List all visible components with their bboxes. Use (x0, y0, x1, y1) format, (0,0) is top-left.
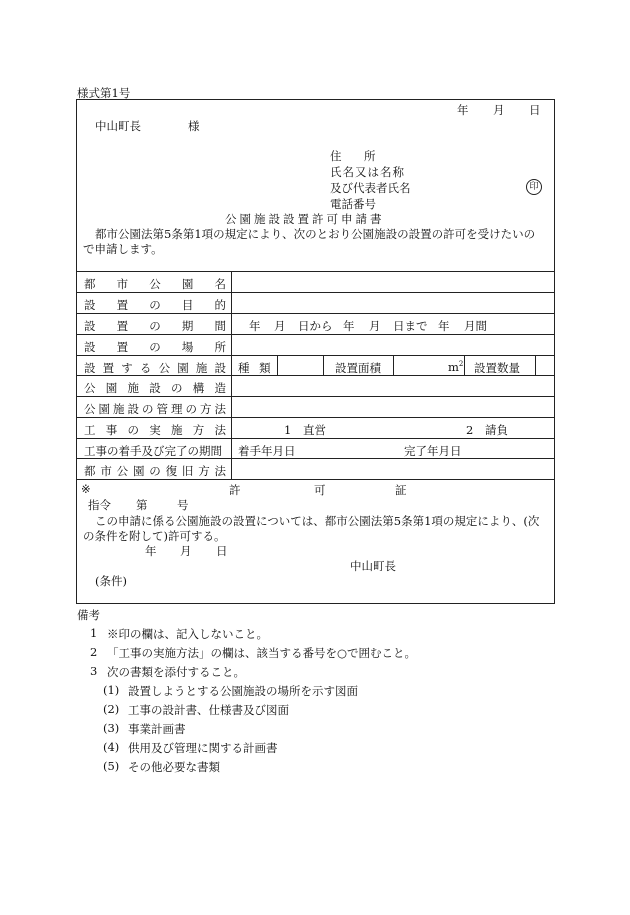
permit-text-1: この申請に係る公園施設の設置については、都市公園法第5条第1項の規定により、(次 (95, 514, 540, 528)
facility-kind-label: 種 類 (238, 361, 271, 375)
restoration-field[interactable] (232, 459, 554, 478)
note-number: 3 (90, 664, 98, 678)
period-months: 月間 (464, 319, 487, 333)
form-title: 公園施設設置許可申請書 (225, 212, 385, 226)
facility-count-label: 設置数量 (474, 361, 520, 375)
row-label-structure: 公 園 施 設 の 構 造 (84, 381, 226, 395)
row-label-purpose: 設 置 の 目 的 (84, 298, 226, 312)
period-from: 日から (298, 319, 333, 333)
facility-area-label: 設置面積 (335, 361, 381, 375)
permit-text-2: の条件を附して)許可する。 (83, 529, 226, 543)
directive-go: 号 (177, 498, 189, 512)
row-label-location: 設 置 の 場 所 (84, 340, 226, 354)
permit-mark: ※ (81, 482, 91, 496)
permit-title-char-3: 証 (395, 483, 407, 497)
period-year-3: 年 (438, 319, 450, 333)
period-month-2: 月 (369, 319, 381, 333)
note-text: 次の書類を添付すること。 (107, 665, 245, 679)
attachment-text: 工事の設計書、仕様書及び図面 (128, 703, 289, 717)
row-label-management: 公 園 施 設 の 管 理 の 方 法 (84, 402, 226, 416)
attachment-text: その他必要な書類 (128, 760, 220, 774)
permit-title-char-2: 可 (314, 483, 326, 497)
location-field[interactable] (232, 335, 554, 354)
directive-dai: 第 (136, 498, 148, 512)
name-label: 氏名又は名称 (330, 165, 405, 179)
attachment-number: (4) (103, 740, 120, 754)
phone-label: 電話番号 (330, 197, 376, 211)
facility-area-unit: $m^2$ (448, 360, 464, 374)
permit-date-day: 日 (216, 544, 228, 558)
permit-date-year: 年 (145, 544, 157, 558)
attachment-number: (2) (103, 702, 120, 716)
start-date-label: 着手年月日 (238, 444, 296, 458)
seal-mark: 印 (526, 179, 542, 195)
period-year-2: 年 (343, 319, 355, 333)
row-label-facility: 設 置 す る 公 園 施 設 (84, 361, 226, 375)
period-year-1: 年 (249, 319, 261, 333)
row-label-construction-method: 工 事 の 実 施 方 法 (84, 423, 226, 437)
period-until: 日まで (393, 319, 428, 333)
address-label-2: 所 (364, 149, 376, 163)
attachment-number: (3) (103, 721, 120, 735)
attachment-text: 供用及び管理に関する計画書 (128, 741, 278, 755)
application-form (76, 99, 555, 604)
attachment-number: (5) (103, 759, 120, 773)
management-field[interactable] (232, 397, 554, 416)
date-month: 月 (493, 103, 505, 117)
permit-title-char-1: 許 (229, 483, 241, 497)
structure-field[interactable] (232, 376, 554, 395)
period-month-1: 月 (274, 319, 286, 333)
permit-conditions: (条件) (95, 574, 127, 588)
note-number: 2 (90, 645, 98, 659)
row-label-restoration: 都 市 公 園 の 復 旧 方 法 (84, 464, 226, 478)
note-number: 1 (90, 626, 98, 640)
purpose-field[interactable] (232, 293, 554, 312)
end-date-label: 完了年月日 (404, 444, 462, 458)
method-option-direct[interactable]: 1 直営 (284, 423, 326, 437)
permit-date-month: 月 (180, 544, 192, 558)
addressee: 中山町長 (95, 119, 141, 133)
directive-prefix: 指令 (88, 498, 111, 512)
attachment-text: 設置しようとする公園施設の場所を示す図面 (128, 684, 358, 698)
permit-authority: 中山町長 (350, 559, 396, 573)
method-option-contract[interactable]: 2 請負 (466, 423, 508, 437)
date-year: 年 (457, 103, 469, 117)
intro-line-2: で申請します。 (83, 242, 163, 256)
address-label-1: 住 (330, 149, 342, 163)
note-text: 「工事の実施方法」の欄は、該当する番号を○で囲むこと。 (107, 646, 417, 660)
honorific: 様 (188, 119, 200, 133)
date-day: 日 (529, 103, 541, 117)
attachment-text: 事業計画書 (128, 722, 186, 736)
representative-label: 及び代表者氏名 (330, 181, 411, 195)
note-text: ※印の欄は、記入しないこと。 (107, 627, 268, 641)
row-label-park-name: 都 市 公 園 名 (84, 277, 226, 291)
row-label-period: 設 置 の 期 間 (84, 319, 226, 333)
intro-line-1: 都市公園法第5条第1項の規定により、次のとおり公園施設の設置の許可を受けたいの (95, 227, 536, 241)
notes-heading: 備考 (77, 608, 100, 622)
attachment-number: (1) (103, 683, 120, 697)
park-name-field[interactable] (232, 272, 554, 291)
row-label-construction-period: 工事の着手及び完了の期間 (84, 444, 222, 458)
form-number: 様式第1号 (77, 86, 131, 100)
